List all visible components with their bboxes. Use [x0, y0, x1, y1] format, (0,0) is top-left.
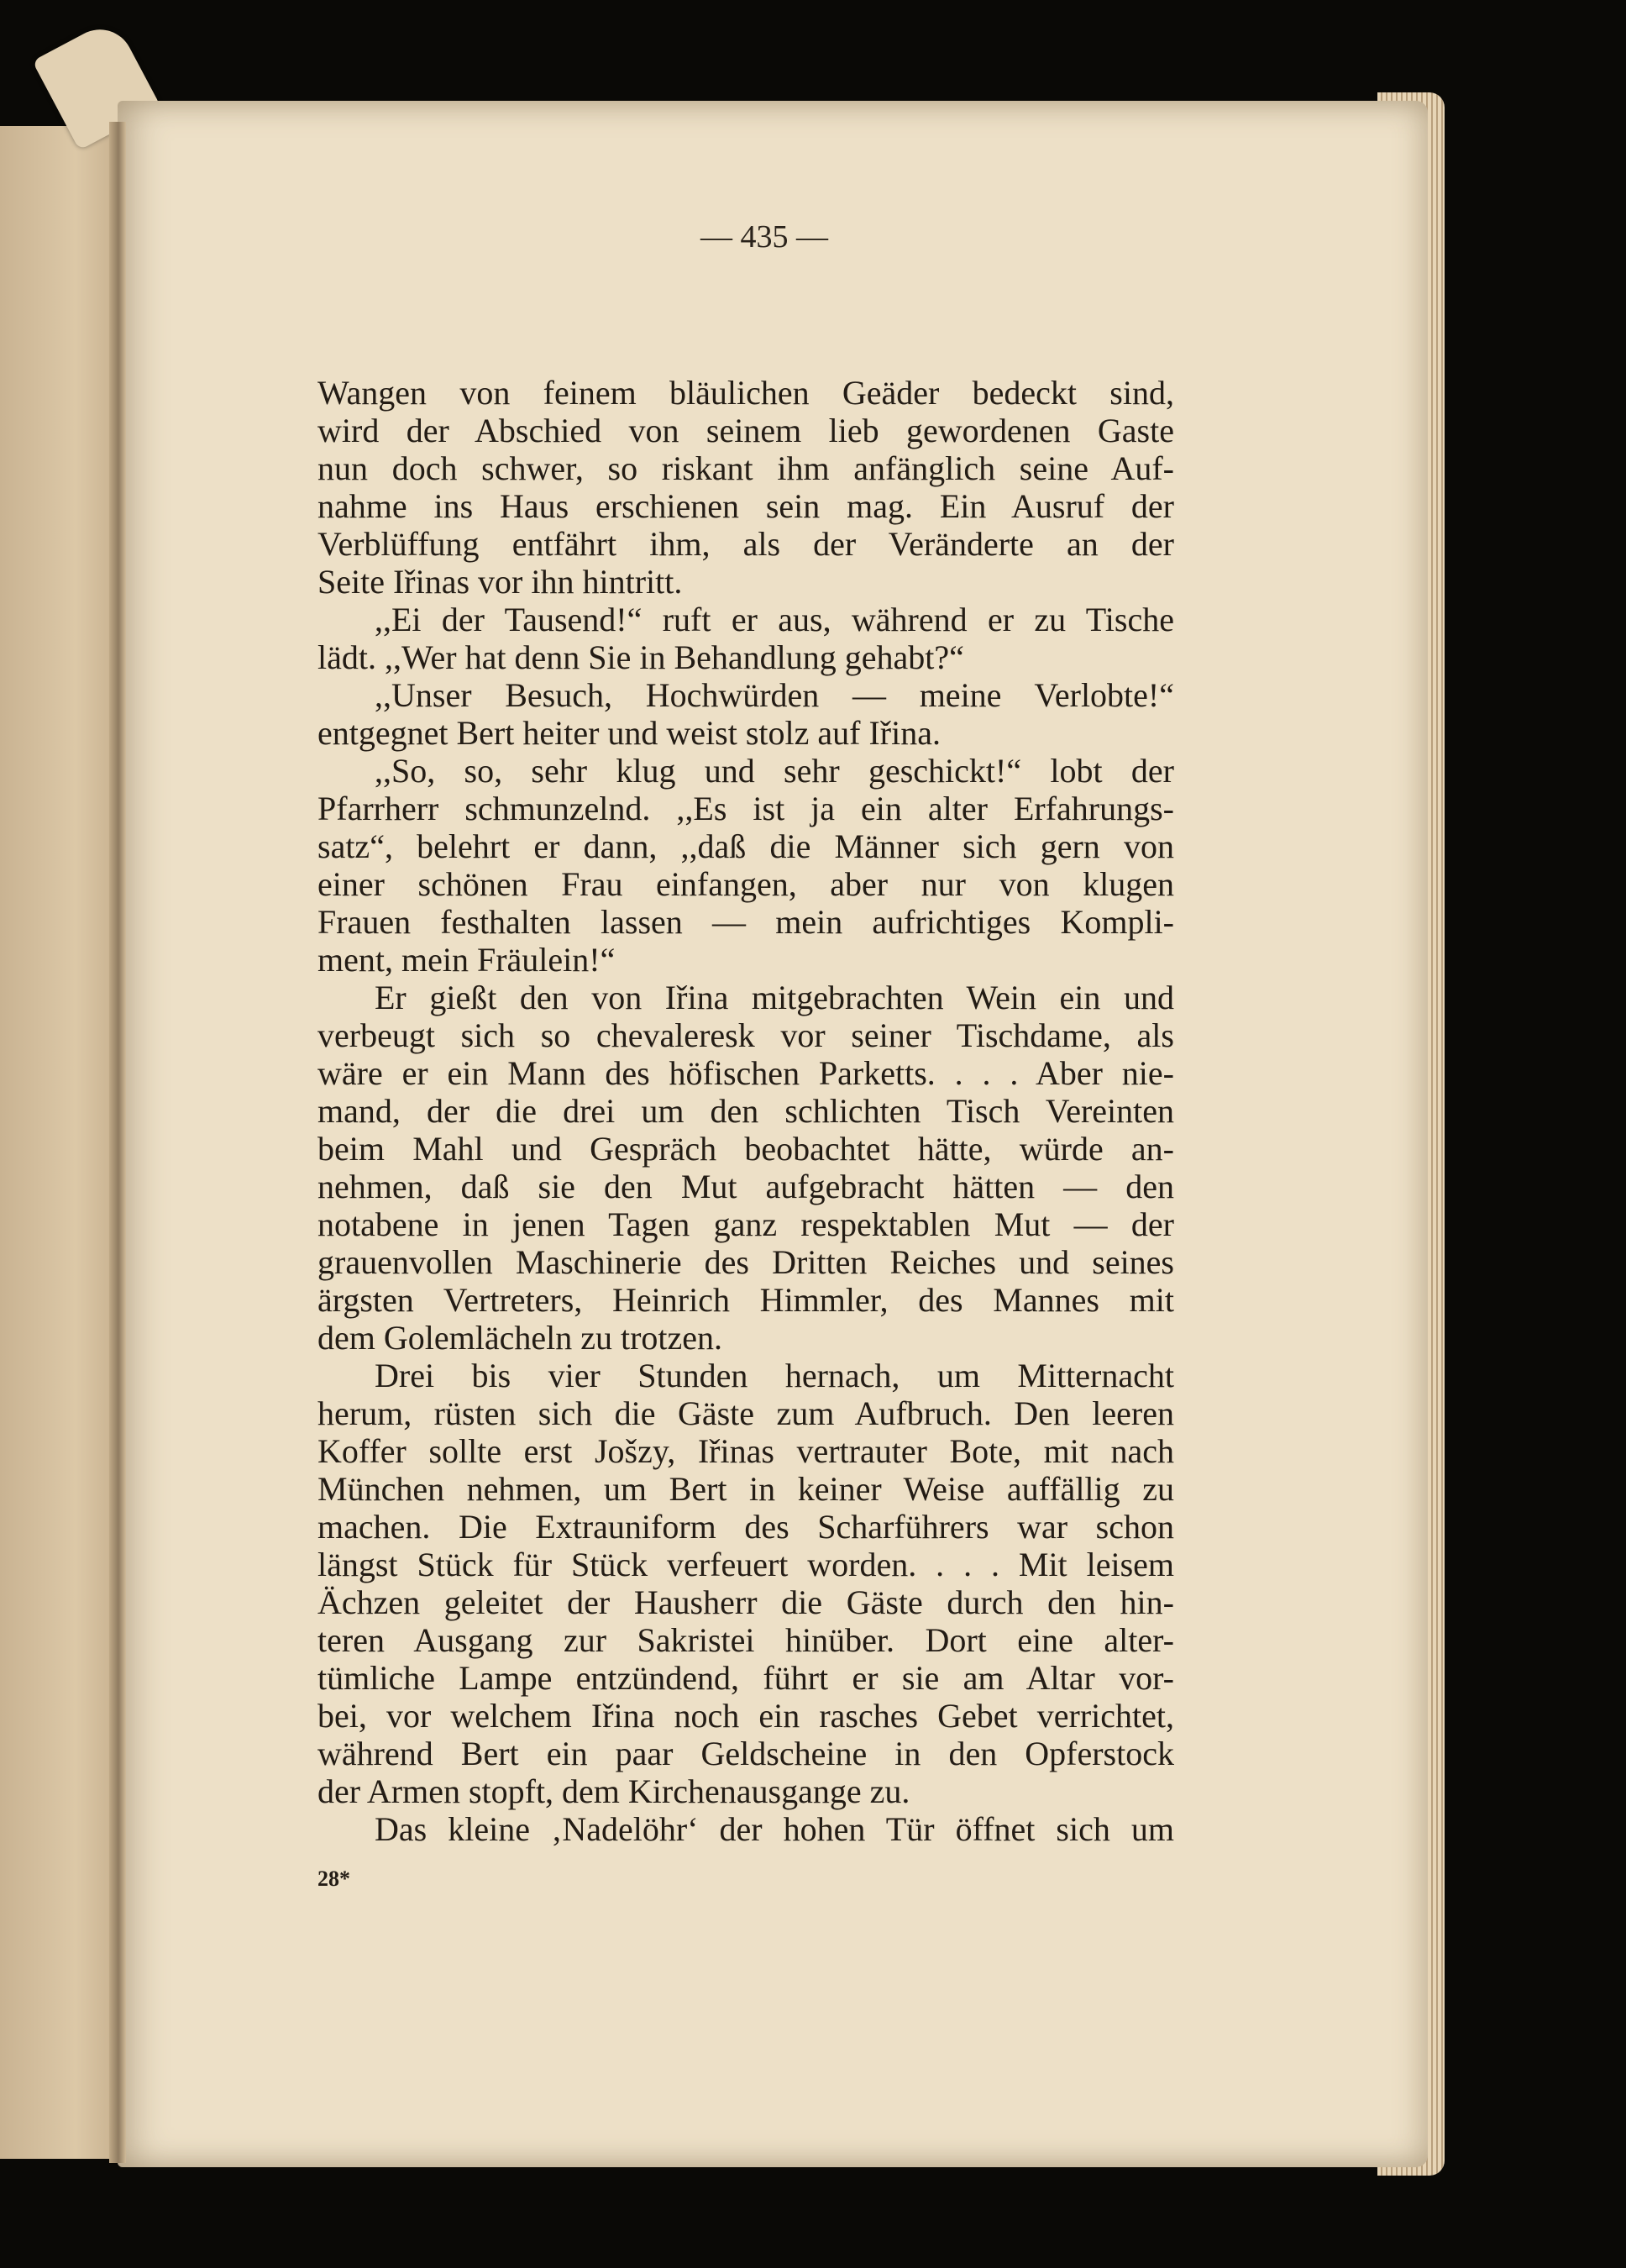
text-line: München nehmen, um Bert in keiner Weise auffällig zu — [317, 1470, 1174, 1508]
text-line: beim Mahl und Gespräch beobachtet hätte, würde an- — [317, 1130, 1174, 1168]
text-line: Drei bis vier Stunden hernach, um Mitternacht — [375, 1357, 1174, 1394]
signature-mark: 28* — [317, 1866, 350, 1891]
text-line: wäre er ein Mann des höfischen Parketts. . . . Aber nie- — [317, 1054, 1174, 1092]
text-line: längst Stück für Stück verfeuert worden. . . . Mit leisem — [317, 1546, 1174, 1583]
text-line: Das kleine ‚Nadelöhr‘ der hohen Tür öffnet sich um — [375, 1810, 1174, 1848]
text-line: Koffer sollte erst Jošzy, Iřinas vertrauter Bote, mit nach — [317, 1432, 1174, 1470]
text-line: Ächzen geleitet der Hausherr die Gäste durch den hin- — [317, 1583, 1174, 1621]
text-line: der Armen stopft, dem Kirchenausgange zu. — [317, 1772, 910, 1810]
text-line: tümliche Lampe entzündend, führt er sie am Altar vor- — [317, 1659, 1174, 1697]
text-line: Frauen festhalten lassen — mein aufrichtiges Kompli- — [317, 903, 1174, 941]
page-number: — 435 — — [700, 219, 828, 255]
text-line: einer schönen Frau einfangen, aber nur von klugen — [317, 865, 1174, 903]
text-line: ,,Ei der Tausend!“ ruft er aus, während er zu Tische — [375, 601, 1174, 638]
text-line: Seite Iřinas vor ihn hintritt. — [317, 563, 683, 601]
text-line: ment, mein Fräulein!“ — [317, 941, 616, 979]
text-line: Pfarrherr schmunzelnd. ,,Es ist ja ein alter Erfahrungs- — [317, 790, 1174, 827]
book-gutter — [109, 122, 126, 2163]
text-line: bei, vor welchem Iřina noch ein rasches Gebet verrichtet, — [317, 1697, 1174, 1735]
text-line: entgegnet Bert heiter und weist stolz auf Iřina. — [317, 714, 941, 752]
text-line: Verblüffung entfährt ihm, als der Veränderte an der — [317, 525, 1174, 563]
text-line: während Bert ein paar Geldscheine in den Opferstock — [317, 1735, 1174, 1772]
text-line: mand, der die drei um den schlichten Tisch Vereinten — [317, 1092, 1174, 1130]
text-line: wird der Abschied von seinem lieb gewordenen Gaste — [317, 412, 1174, 449]
text-line: teren Ausgang zur Sakristei hinüber. Dort eine alter- — [317, 1621, 1174, 1659]
text-line: ,,Unser Besuch, Hochwürden — meine Verlobte!“ — [375, 676, 1174, 714]
text-line: Wangen von feinem bläulichen Geäder bedeckt sind, — [317, 374, 1174, 412]
text-line: nahme ins Haus erschienen sein mag. Ein Ausruf der — [317, 487, 1174, 525]
text-line: ärgsten Vertreters, Heinrich Himmler, des Mannes mit — [317, 1281, 1174, 1319]
text-line: notabene in jenen Tagen ganz respektablen Mut — der — [317, 1205, 1174, 1243]
text-line: herum, rüsten sich die Gäste zum Aufbruch. Den leeren — [317, 1394, 1174, 1432]
text-line: machen. Die Extrauniform des Scharführers war schon — [317, 1508, 1174, 1546]
text-line: lädt. ,,Wer hat denn Sie in Behandlung gehabt?“ — [317, 638, 964, 676]
text-line: satz“, belehrt er dann, ,,daß die Männer sich gern von — [317, 827, 1174, 865]
body-text — [317, 374, 1174, 1848]
text-line: verbeugt sich so chevaleresk vor seiner Tischdame, als — [317, 1016, 1174, 1054]
text-line: dem Golemlächeln zu trotzen. — [317, 1319, 723, 1357]
text-line: nun doch schwer, so riskant ihm anfänglich seine Auf- — [317, 449, 1174, 487]
left-page-edge — [0, 126, 126, 2159]
text-line: nehmen, daß sie den Mut aufgebracht hätten — den — [317, 1168, 1174, 1205]
text-line: grauenvollen Maschinerie des Dritten Reiches und seines — [317, 1243, 1174, 1281]
text-line: ,,So, so, sehr klug und sehr geschickt!“ lobt der — [375, 752, 1174, 790]
text-line: Er gießt den von Iřina mitgebrachten Wein ein und — [375, 979, 1174, 1016]
